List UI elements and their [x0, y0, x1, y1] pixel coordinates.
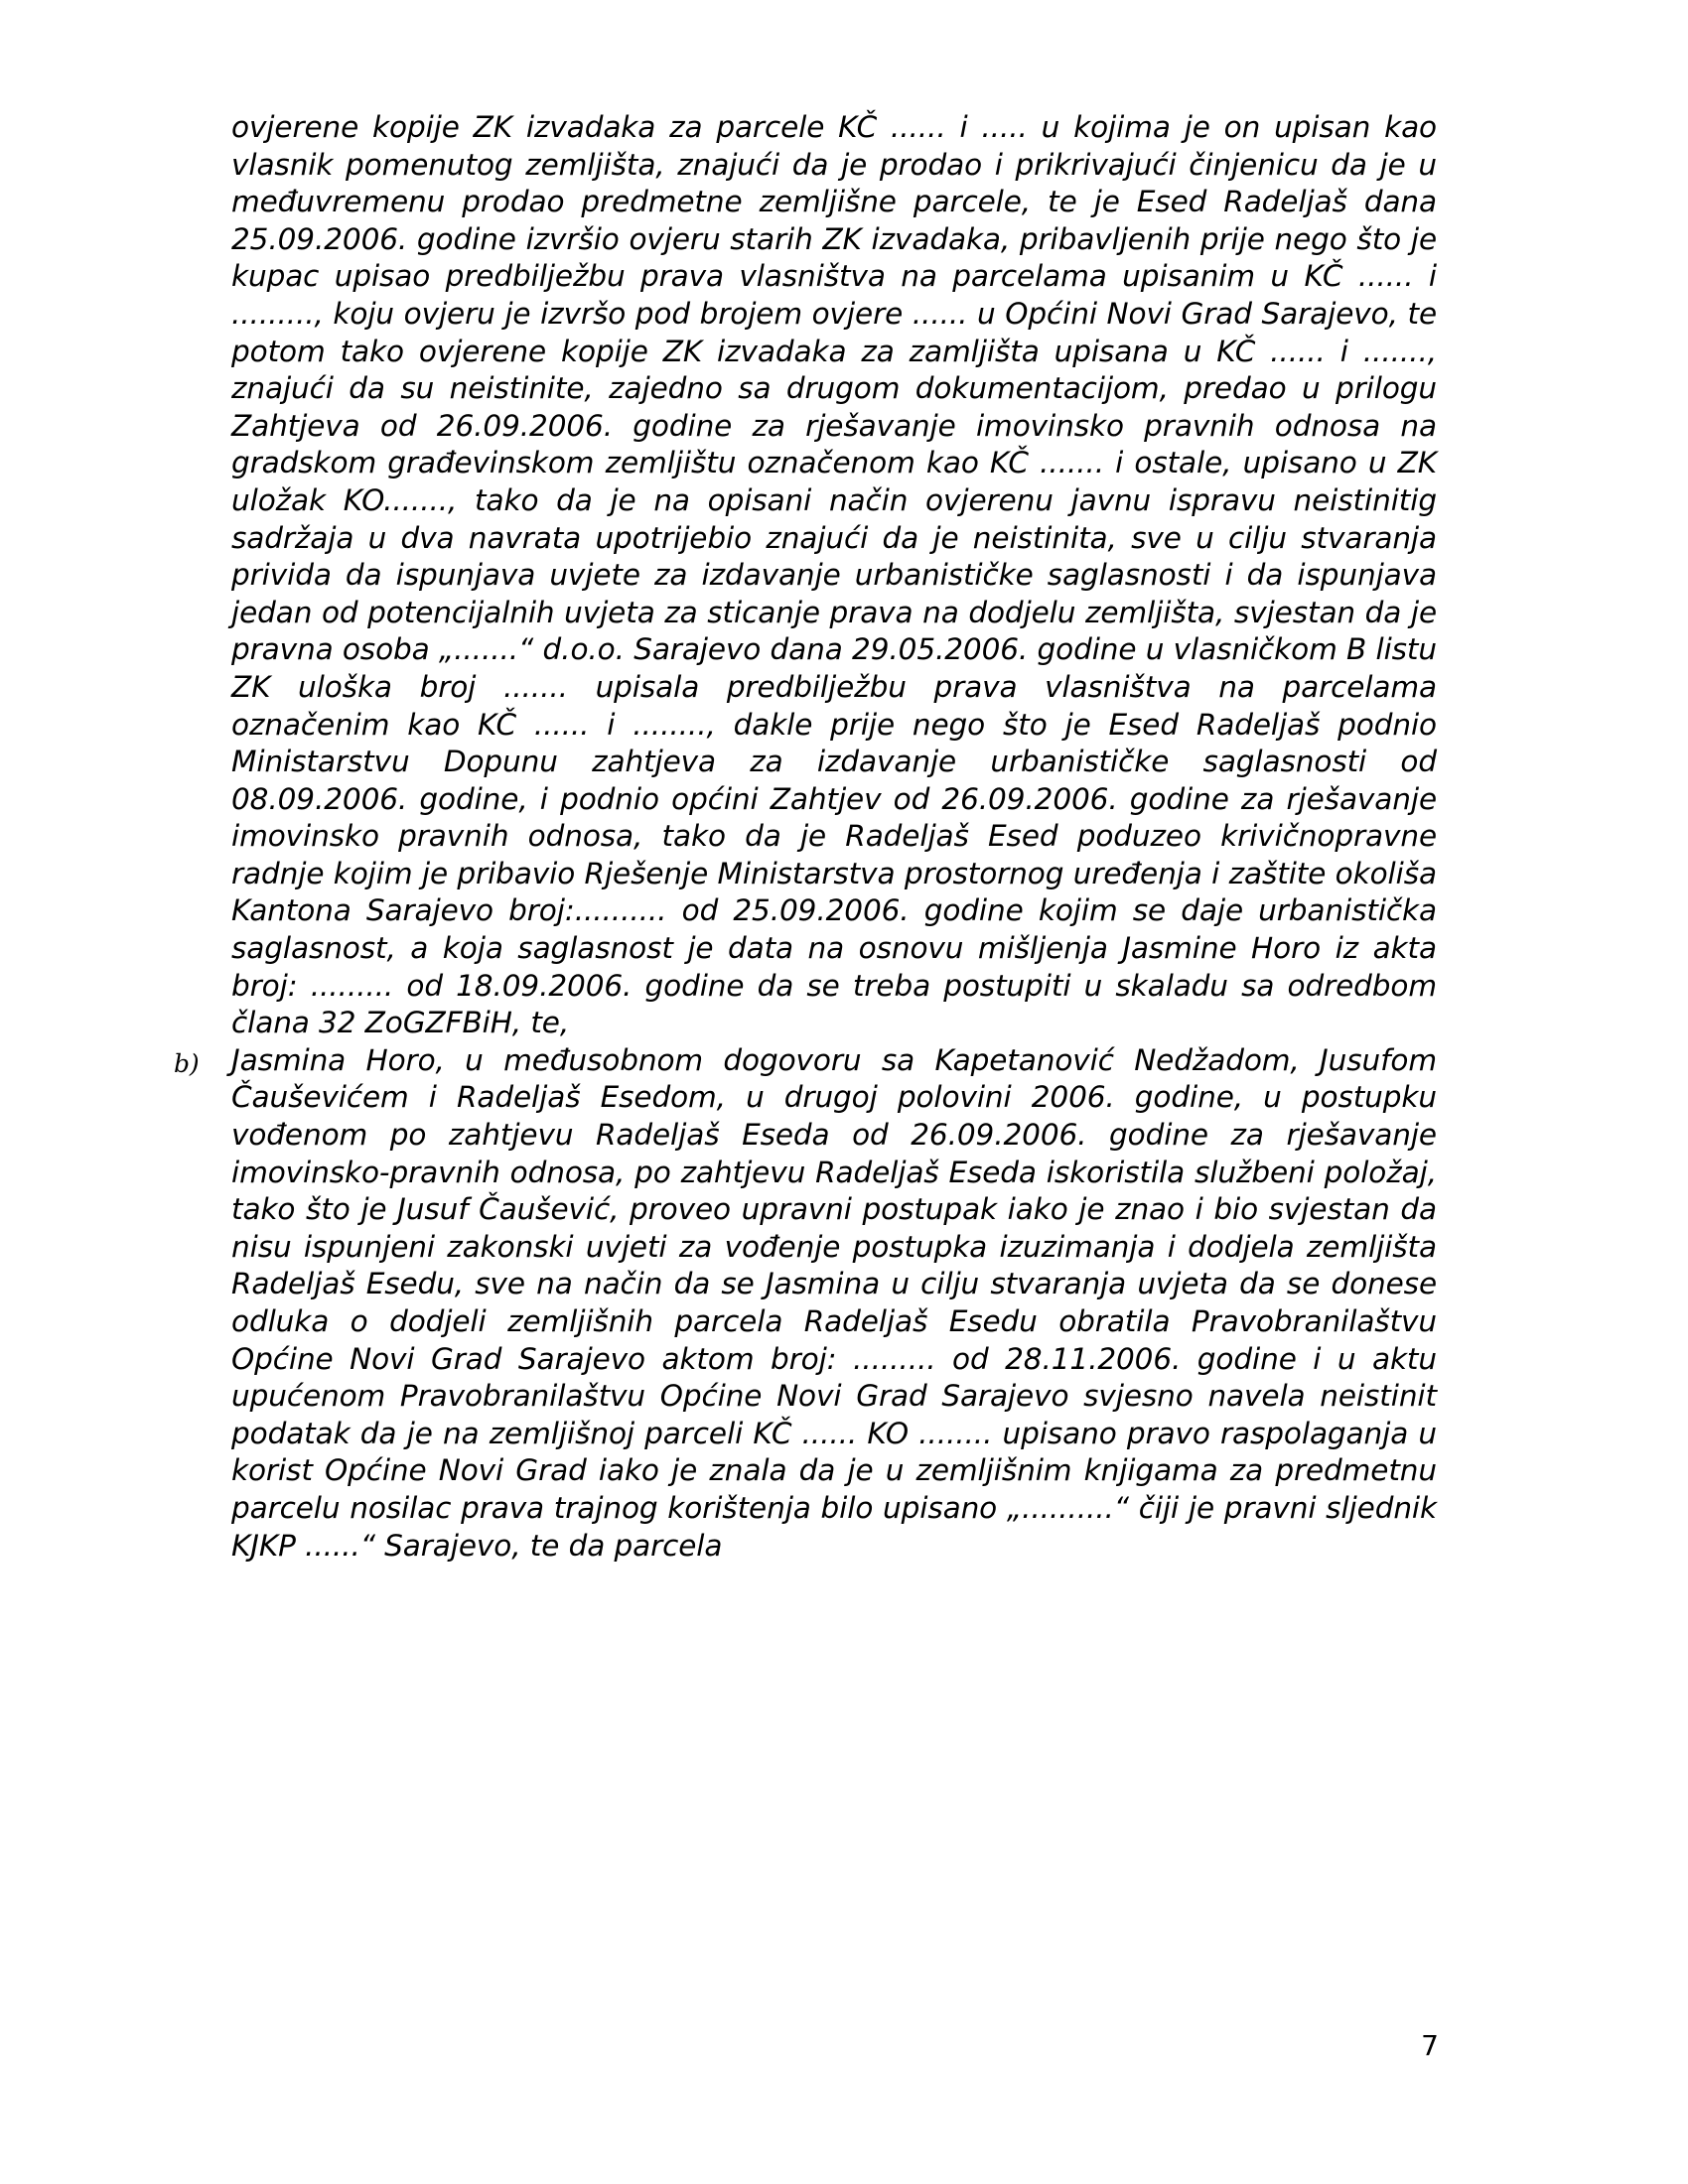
page-number: 7	[1421, 2029, 1439, 2062]
paragraph-continued-a: ovjerene kopije ZK izvadaka za parcele KČ ...... i ..... u kojima je on upisan kao vlasnik pomenutog zemljišta, znajući da je prodao i prikrivajući činjenicu da je u međuvremenu prodao predmetne zemljišne parcele, te je Esed Radeljaš dana 25.09.2006. godine izvršio ovjeru starih ZK izvadaka, pribavljenih prije nego što je kupac upisao predbilježbu prava vlasništva na parcelama upisanim u KČ ...... i ........., koju ovjeru je izvršo pod brojem ovjere ...... u Općini Novi Grad Sarajevo, te potom tako ovjerene kopije ZK izvadaka za zamljišta upisana u KČ ...... i ......., znajući da su neistinite, zajedno sa drugom dokumentacijom, predao u prilogu Zahtjeva od 26.09.2006. godine za rješavanje imovinsko pravnih odnosa na gradskom građevinskom zemljištu označenom kao KČ ....... i ostale, upisano u ZK uložak KO......., tako da je na opisani način ovjerenu javnu ispravu neistinitig sadržaja u dva navrata upotrijebio znajući da je neistinita, sve u cilju stvaranja privida da ispunjava uvjete za izdavanje urbanističke saglasnosti i da ispunjava jedan od potencijalnih uvjeta za sticanje prava na dodjelu zemljišta, svjestan da je pravna osoba „.......“ d.o.o. Sarajevo dana 29.05.2006. godine u vlasničkom B listu ZK uloška broj ....... upisala predbilježbu prava vlasništva na parcelama označenim kao KČ ...... i ........, dakle prije nego što je Esed Radeljaš podnio Ministarstvu Dopunu zahtjeva za izdavanje urbanističke saglasnosti od 08.09.2006. godine, i podnio općini Zahtjev od 26.09.2006. godine za rješavanje imovinsko pravnih odnosa, tako da je Radeljaš Esed poduzeo krivičnopravne radnje kojim je pribavio Rješenje Ministarstva prostornog uređenja i zaštite okoliša Kantona Sarajevo broj:.......... od 25.09.2006. godine kojim se daje urbanistička saglasnost, a koja saglasnost je data na osnovu mišljenja Jasmine Horo iz akta broj: ......... od 18.09.2006. godine da se treba postupiti u skaladu sa odredbom člana 32 ZoGZFBiH, te,	[231, 110, 1437, 1040]
document-text-column	[174, 109, 1437, 1565]
list-marker-b: b)	[174, 1048, 200, 1078]
paragraph-list-item-b	[174, 1042, 1437, 1565]
list-item-b-text: Jasmina Horo, u međusobnom dogovoru sa Kapetanović Nedžadom, Jusufom Čauševićem i Radeljaš Esedom, u drugoj polovini 2006. godine, u postupku vođenom po zahtjevu Radeljaš Eseda od 26.09.2006. godine za rješavanje imovinsko-pravnih odnosa, po zahtjevu Radeljaš Eseda iskoristila službeni položaj, tako što je Jusuf Čaušević, proveo upravni postupak iako je znao i bio svjestan da nisu ispunjeni zakonski uvjeti za vođenje postupka izuzimanja i dodjela zemljišta Radeljaš Esedu, sve na način da se Jasmina u cilju stvaranja uvjeta da se donese odluka o dodjeli zemljišnih parcela Radeljaš Esedu obratila Pravobranilaštvu Općine Novi Grad Sarajevo aktom broj: ......... od 28.11.2006. godine i u aktu upućenom Pravobranilaštvu Općine Novi Grad Sarajevo svjesno navela neistinit podatak da je na zemljišnoj parceli KČ ...... KO ........ upisano pravo raspolaganja u korist Općine Novi Grad iako je znala da je u zemljišnim knjigama za predmetnu parcelu nosilac prava trajnog korištenja bilo upisano „..........“ čiji je pravni sljednik KJKP ......“ Sarajevo, te da parcela	[231, 1042, 1437, 1563]
